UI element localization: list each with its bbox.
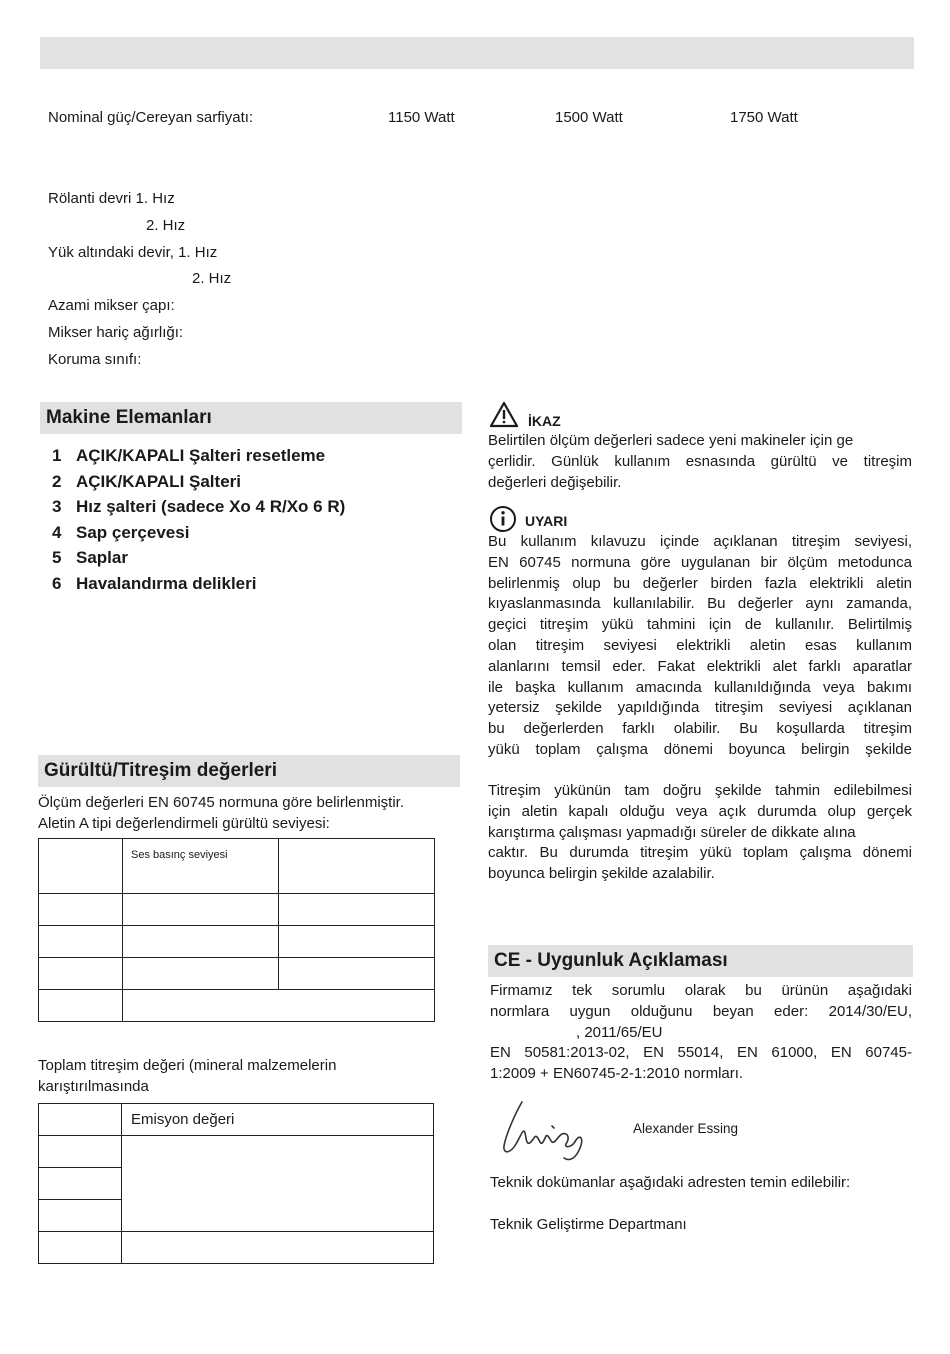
ce-declaration-title: CE - Uygunluk Açıklaması bbox=[488, 945, 913, 977]
table-cell bbox=[279, 958, 435, 990]
signature-image bbox=[494, 1094, 594, 1171]
list-item: 6 Havalandırma delikleri bbox=[52, 573, 257, 593]
table-cell bbox=[39, 839, 123, 894]
emission-value-header: Emisyon değeri bbox=[131, 1111, 235, 1128]
table-cell bbox=[122, 1104, 434, 1136]
power-value-3: 1750 Watt bbox=[730, 109, 798, 126]
warning-triangle-icon bbox=[489, 401, 519, 433]
protection-class: Koruma sınıfı: bbox=[48, 351, 142, 368]
idle-speed-1: Rölanti devri 1. Hız bbox=[48, 190, 175, 207]
department-text: Teknik Geliştirme Departmanı bbox=[490, 1216, 687, 1233]
caution-title: İKAZ bbox=[528, 413, 561, 429]
table-cell bbox=[39, 1104, 122, 1136]
table-cell bbox=[39, 1168, 122, 1200]
power-value-2: 1500 Watt bbox=[555, 109, 623, 126]
machine-elements-title: Makine Elemanları bbox=[40, 402, 462, 434]
tech-docs-text: Teknik dokümanlar aşağıdaki adresten temin edilebilir: bbox=[490, 1174, 851, 1191]
noise-line-2: Aletin A tipi değerlendirmeli gürültü seviyesi: bbox=[38, 815, 330, 832]
list-item: 1 AÇIK/KAPALI Şalteri resetleme bbox=[52, 446, 326, 465]
table-cell bbox=[123, 894, 279, 926]
idle-speed-2: 2. Hız bbox=[146, 217, 186, 234]
table-cell bbox=[123, 958, 279, 990]
vibration-table bbox=[38, 1103, 434, 1264]
machine-elements-list bbox=[52, 443, 345, 596]
table-cell bbox=[123, 926, 279, 958]
table-cell bbox=[123, 990, 435, 1022]
power-value-1: 1150 Watt bbox=[388, 109, 455, 126]
sound-pressure-header: Ses basınç seviyesi bbox=[131, 849, 228, 861]
list-item: 2 AÇIK/KAPALI Şalteri bbox=[52, 471, 241, 491]
load-speed-2: 2. Hız bbox=[192, 270, 232, 287]
vibration-line-2: karıştırılmasında bbox=[38, 1078, 149, 1095]
warning-text: Bu kullanım kılavuzu içinde açıklanan titreşim seviyesi, EN 60745 normuna göre uygulanan bir ölçüm metodunca belirlenmiş olup bu değerler birden fazla elektrikli aletin kıyaslanmasında kullanılabilir. Bu değerler aynı zamanda, geçici titreşim yükü tahmini için de kullanılır. Belirtilmiş olan titreşim seviyesi elektrikli aletin esas kullanım alanlarını temsil eder. Fakat elektrikli alet farklı aparatlar ile başka kullanım amacında kullanıldığında veya bakımı yetersiz şekilde yapıldığında titreşim seviyesi açıklanan bu değerlerden farklı olabilir. Bu koşullarda titreşim yükü toplam çalışma dönemi boyunca belirgin şekilde bbox=[488, 533, 912, 758]
table-cell bbox=[39, 1136, 122, 1168]
ce-declaration-text: Firmamız tek sorumlu olarak bu ürünün aşağıdaki normlara uygun olduğunu beyan eder: 2014/30/EU, , 2011/65/EU EN 50581:2013-02, EN 55014, EN 61000, EN 60745- 1:2009 + EN60745-2-1:2010 normları. bbox=[490, 982, 912, 1083]
warning-title: UYARI bbox=[525, 513, 568, 529]
noise-line-1: Ölçüm değerleri EN 60745 normuna göre belirlenmiştir. bbox=[38, 794, 405, 811]
table-cell bbox=[39, 1232, 122, 1264]
table-cell bbox=[39, 990, 123, 1022]
noise-table bbox=[38, 838, 435, 1022]
warning-text-2: Titreşim yükünün tam doğru şekilde tahmin edilebilmesi için aletin kapalı olduğu veya açık durumda olup gerçek karıştırma çalışması yapmadığı süreler de dikkate alına caktır. Bu durumda titreşim yükü toplam çalışma dönemi boyunca belirgin şekilde azalabilir. bbox=[488, 782, 912, 883]
weight-without-mixer: Mikser hariç ağırlığı: bbox=[48, 324, 184, 341]
table-cell bbox=[279, 839, 435, 894]
table-cell bbox=[122, 1136, 434, 1232]
list-item: 3 Hız şalteri (sadece Xo 4 R/Xo 6 R) bbox=[52, 497, 346, 516]
power-label: Nominal güç/Cereyan sarfiyatı: bbox=[48, 109, 254, 126]
signer-name: Alexander Essing bbox=[633, 1121, 739, 1136]
list-item: 4 Sap çerçevesi bbox=[52, 522, 190, 542]
load-speed-1: Yük altındaki devir, 1. Hız bbox=[48, 244, 218, 261]
table-cell bbox=[123, 839, 279, 894]
caution-text: Belirtilen ölçüm değerleri sadece yeni makineler için ge çerlidir. Günlük kullanım esnasında gürültü ve titreşim değerleri değişebilir. bbox=[488, 432, 912, 491]
table-cell bbox=[39, 894, 123, 926]
table-cell bbox=[39, 958, 123, 990]
table-cell bbox=[39, 1200, 122, 1232]
table-cell bbox=[279, 926, 435, 958]
table-cell bbox=[39, 926, 123, 958]
table-cell bbox=[279, 894, 435, 926]
noise-vibration-title: Gürültü/Titreşim değerleri bbox=[38, 755, 460, 787]
table-cell bbox=[122, 1232, 434, 1264]
max-mixer-diameter: Azami mikser çapı: bbox=[48, 297, 175, 314]
vibration-line-1: Toplam titreşim değeri (mineral malzemelerin bbox=[38, 1057, 337, 1074]
list-item: 5 Saplar bbox=[52, 548, 128, 567]
top-header-bar bbox=[40, 37, 914, 69]
